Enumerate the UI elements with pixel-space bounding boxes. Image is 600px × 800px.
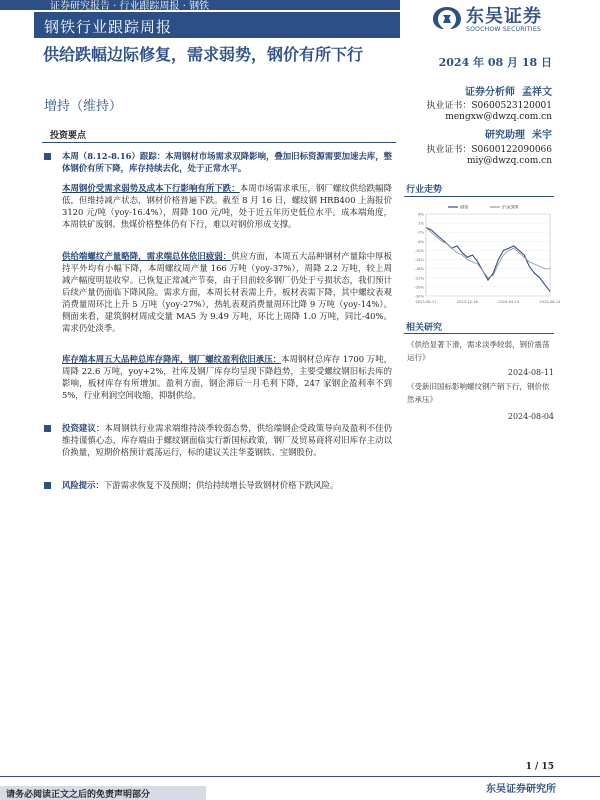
data-point	[477, 264, 478, 265]
paragraph-price-lead: 本周钢价受需求弱势及成本下行影响有所下跌：	[62, 183, 240, 193]
data-point	[524, 257, 525, 258]
data-point	[436, 236, 437, 237]
paragraph-price-text: 本周市场需求承压，钢厂螺纹供给跌幅降低，但维持减产状态，钢材价格普遍下跌。截至 8 月 16 日，螺纹钢 HRB400 上海报价 3120 元/吨（yoy-16.4%），周降 100 元/吨，处于近五年历史低位水平。成本端角度，本周铁矿废钢、焦煤价格整体仍有下行，难以对钢价形成支撑。	[62, 183, 393, 229]
data-point	[467, 257, 468, 258]
analyst-1-title: 证券分析师	[465, 87, 516, 98]
logo-english: SOOCHOW SECURITIES	[466, 26, 542, 33]
data-point	[457, 252, 458, 253]
data-point	[467, 259, 468, 260]
bullet-1-lead: 本周（8.12-8.16）跟踪：	[62, 151, 166, 161]
analyst-2-role	[420, 126, 552, 141]
bullet-marker-icon	[44, 153, 51, 160]
report-headline: 供给跌幅边际修复，需求弱势，钢价有所下行	[43, 45, 364, 64]
page-number: 1 / 15	[525, 762, 554, 772]
x-tick-label: 2023-12-16	[456, 300, 478, 304]
data-point	[524, 255, 525, 256]
bullet-investment	[62, 422, 392, 458]
footer-firm: 东吴证券研究所	[486, 784, 556, 795]
data-point	[431, 230, 432, 231]
paragraph-inventory	[62, 353, 392, 401]
data-point	[544, 284, 545, 285]
chart-frame	[426, 214, 550, 296]
data-point	[503, 250, 504, 251]
data-point	[431, 232, 432, 233]
summary-rule	[42, 142, 396, 143]
data-point	[534, 264, 535, 265]
data-point	[544, 268, 545, 269]
data-point	[550, 268, 551, 269]
data-point	[457, 246, 458, 247]
data-point	[493, 273, 494, 274]
rating: 增持（维持）	[44, 99, 123, 114]
industry-trend-chart	[404, 200, 561, 315]
related-item-1[interactable]: 《供给显著下滑，需求淡季较弱，钢价震荡运行》	[407, 340, 550, 362]
data-point	[477, 261, 478, 262]
y-tick-label: -14%	[414, 258, 424, 263]
data-point	[498, 259, 499, 260]
paragraph-inventory-text: 本周钢材总库存 1700 万吨，周降 22.6 万吨，yoy+2%，社库及钢厂库存均呈现下降趋势，主要受螺纹钢旧标去库的影响，板材库存有所增加。盈利方面，钢企滞后一月毛利下降，247 家钢企盈利率不到 5%，行业利润空间收缩，抑制供给。	[62, 354, 393, 400]
data-point	[436, 234, 437, 235]
data-point	[529, 261, 530, 262]
x-tick-label: 2024-08-14	[539, 300, 561, 304]
bullet-risk	[62, 479, 392, 491]
related-title: 相关研究	[406, 323, 443, 333]
analyst-1-cert: 执业证书：S0600523120001	[426, 101, 552, 111]
data-point	[493, 275, 494, 276]
data-point	[488, 280, 489, 281]
analyst-1-role	[420, 83, 552, 98]
data-point	[441, 239, 442, 240]
related-rule	[404, 333, 554, 334]
data-point	[513, 246, 514, 247]
bullet-investment-lead: 投资建议：	[62, 423, 105, 433]
bullet-1	[62, 150, 392, 174]
bullet-risk-text: 下游需求恢复不及预期；供给持续增长导致钢材价格下跌风险。	[103, 480, 339, 490]
logo-mark-icon	[432, 5, 462, 31]
paragraph-supply-lead: 供给端螺纹产量略降，需求端总体依旧疲弱：	[62, 251, 232, 261]
disclaimer-box	[0, 786, 206, 800]
x-tick-label: 2023-08-17	[415, 300, 437, 304]
bullet-risk-lead: 风险提示：	[62, 480, 104, 490]
bullet-1-text: 本周钢材市场需求双降影响，叠加旧标资源需要加速去库，整体钢价有所下降，库存持续去化，处于正常水平。	[62, 151, 392, 173]
data-point	[534, 273, 535, 274]
trend-title: 行业走势	[406, 185, 443, 195]
analyst-2-title: 研究助理	[485, 130, 526, 141]
data-point	[488, 277, 489, 278]
footer-rule	[0, 776, 600, 777]
x-tick-label: 2024-04-15	[498, 300, 520, 304]
publish-date: 2024 年 08 月 18 日	[438, 56, 552, 69]
paragraph-price	[62, 182, 392, 230]
y-tick-label: -22%	[414, 276, 424, 281]
y-tick-label: -2%	[417, 230, 424, 235]
trend-chart-svg	[404, 200, 561, 315]
legend-label: 沪深300	[502, 204, 519, 210]
y-tick-label: -30%	[414, 294, 424, 299]
related-date-1: 2024-08-11	[507, 368, 554, 377]
data-point	[426, 227, 427, 228]
data-point	[472, 255, 473, 256]
y-tick-label: -10%	[414, 248, 424, 253]
analyst-1-email[interactable]: mengxw@dwzq.com.cn	[445, 112, 552, 122]
data-point	[529, 266, 530, 267]
analyst-1-name: 孟祥文	[522, 87, 552, 98]
data-point	[508, 248, 509, 249]
data-point	[539, 266, 540, 267]
legend-label: 钢铁	[460, 204, 469, 210]
bullet-investment-text: 本周钢铁行业需求端维持淡季较弱态势，供给端钢企受政策导向及盈利不佳仍维持谨慎心态，库存端由于螺纹钢面临实行新国标政策，钢厂及贸易商将对旧库存主动以价换量，短期价格预计震荡运行，标的建议关注华菱钢铁、宝钢股份。	[62, 423, 393, 457]
analyst-2-name: 米宇	[532, 130, 552, 141]
data-point	[441, 241, 442, 242]
y-tick-label: 6%	[418, 212, 424, 217]
paragraph-inventory-lead: 库存端本周五大品种总库存降库，钢厂螺纹盈利依旧承压：	[62, 354, 282, 364]
data-point	[508, 250, 509, 251]
data-point	[472, 261, 473, 262]
analyst-2-cert: 执业证书：S0600122090066	[426, 145, 552, 155]
top-band	[0, 0, 400, 10]
data-point	[550, 291, 551, 292]
y-tick-label: 2%	[418, 221, 424, 226]
trend-rule	[404, 196, 554, 197]
paragraph-supply	[62, 250, 392, 334]
related-item-2[interactable]: 《受新旧国标影响螺纹钢产销下行，钢价依然承压》	[407, 382, 550, 404]
data-point	[513, 248, 514, 249]
data-point	[503, 255, 504, 256]
y-tick-label: -26%	[414, 285, 424, 290]
top-band-text: 证券研究报告 · 行业跟踪周报 · 钢铁	[50, 1, 210, 12]
data-point	[451, 248, 452, 249]
y-tick-label: -6%	[417, 239, 424, 244]
y-tick-label: -18%	[414, 267, 424, 272]
analyst-2-email[interactable]: miy@dwzq.com.cn	[466, 156, 552, 166]
disclaimer-text: 请务必阅读正文之后的免责声明部分	[6, 790, 151, 800]
data-point	[462, 255, 463, 256]
report-type: 钢铁行业跟踪周报	[44, 18, 173, 36]
data-point	[462, 252, 463, 253]
report-type-bar	[34, 12, 400, 38]
related-date-2: 2024-08-04	[507, 412, 554, 421]
company-logo	[432, 2, 560, 38]
data-point	[519, 250, 520, 251]
data-point	[446, 243, 447, 244]
data-point	[539, 277, 540, 278]
bullet-marker-icon	[44, 482, 51, 489]
logo-chinese: 东吴证券	[466, 6, 542, 27]
summary-title: 投资要点	[50, 131, 87, 141]
data-point	[482, 271, 483, 272]
data-point	[498, 264, 499, 265]
paragraph-supply-text: 供应方面，本周五大品种钢材产量除中厚板持平外均有小幅下降，本周螺纹周产量 166 万吨（yoy-37%），周降 2.2 万吨，较上周减产幅度明显收窄。已恢复正常减产节奏，由于目前较多钢厂仍处于亏损状态，我们预计后续产量仍面临下降风险。需求方面，本周长材表需上升，板材表需下降，其中螺纹表观消费量周环比上升 5 万吨（yoy-27%），热轧表观消费量周环比降 9 万吨（yoy-14%）。侧面来看，建筑钢材周成交量 MA5 为 9.49 万吨，环比上周降 1.0 万吨，同比-40%。需求仍处淡季。	[62, 251, 393, 333]
data-point	[519, 252, 520, 253]
bullet-marker-icon	[44, 425, 51, 432]
series-line-csi300	[426, 228, 550, 278]
